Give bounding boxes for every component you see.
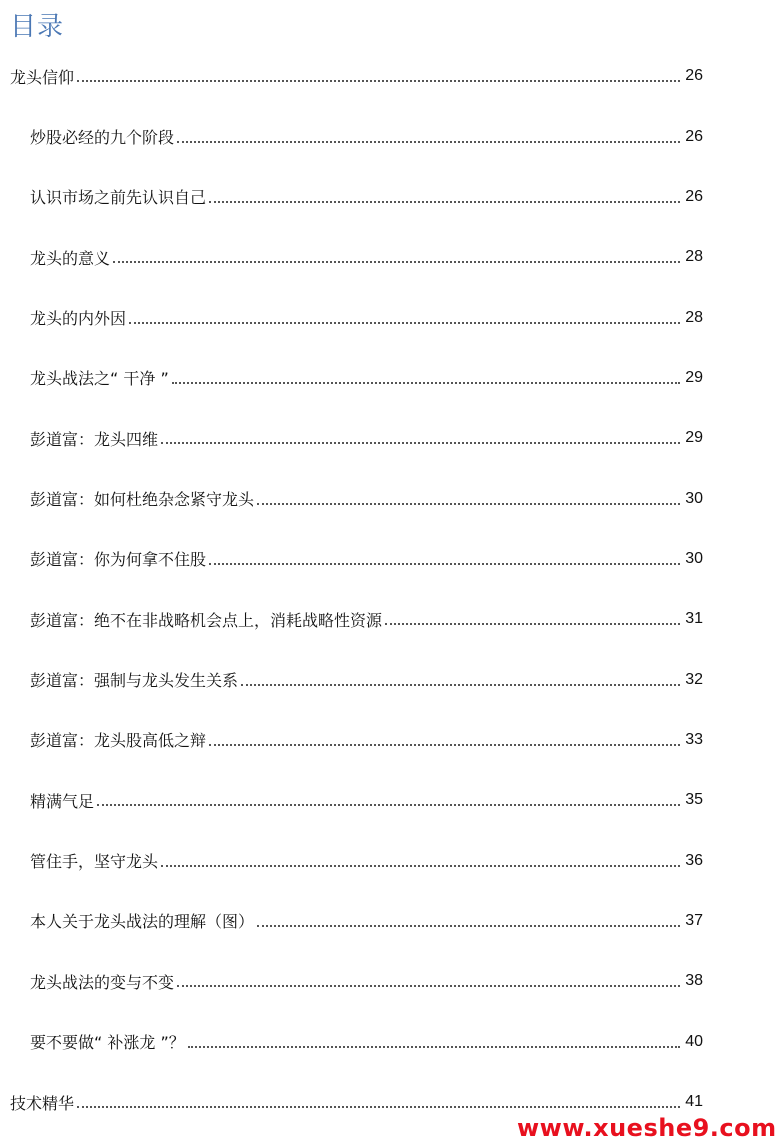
dot-leader <box>77 1106 680 1108</box>
dot-leader <box>129 322 680 324</box>
toc-entry-page[interactable]: 29 <box>685 429 703 447</box>
toc-entry-page[interactable]: 31 <box>685 610 703 628</box>
toc-entry-page[interactable]: 40 <box>685 1032 703 1050</box>
dot-leader <box>161 442 680 444</box>
toc-entry-page[interactable]: 41 <box>685 1093 703 1111</box>
toc-entry[interactable] <box>0 468 703 528</box>
toc-entry-label[interactable]: 彭道富：强制与龙头发生关系 <box>30 671 239 691</box>
toc-entry[interactable] <box>0 227 703 287</box>
toc-entry-page[interactable]: 38 <box>685 972 703 990</box>
toc-entry-page[interactable]: 29 <box>685 368 703 386</box>
dot-leader <box>209 744 680 746</box>
toc-entry-label[interactable]: 管住手，坚守龙头 <box>30 852 159 872</box>
toc-entry-label[interactable]: 彭道富：你为何拿不住股 <box>30 550 207 570</box>
toc-entry-page[interactable]: 35 <box>685 791 703 809</box>
toc-entry[interactable] <box>0 589 703 649</box>
toc-entry-page[interactable]: 26 <box>685 67 703 85</box>
dot-leader <box>161 865 680 867</box>
dot-leader <box>172 382 680 384</box>
toc-entry[interactable] <box>0 891 703 951</box>
watermark: www.xueshe9.com <box>517 1114 777 1142</box>
toc-entry-page[interactable]: 32 <box>685 670 703 688</box>
dot-leader <box>385 623 680 625</box>
toc-entry-page[interactable]: 26 <box>685 187 703 205</box>
dot-leader <box>177 141 680 143</box>
toc-entry-page[interactable]: 30 <box>685 549 703 567</box>
dot-leader <box>77 80 680 82</box>
dot-leader <box>257 925 680 927</box>
dot-leader <box>241 684 680 686</box>
dot-leader <box>209 563 680 565</box>
dot-leader <box>188 1046 680 1048</box>
toc-entry[interactable] <box>0 1012 703 1072</box>
toc-entry[interactable] <box>0 649 703 709</box>
toc-entry-label[interactable]: 炒股必经的九个阶段 <box>30 128 175 148</box>
toc-entry[interactable] <box>0 710 703 770</box>
toc-entry[interactable] <box>0 770 703 830</box>
toc-entry[interactable] <box>0 46 703 106</box>
toc-entry-label[interactable]: 龙头信仰 <box>10 67 75 87</box>
toc-entry-label[interactable]: 龙头的内外因 <box>30 309 127 329</box>
toc-entry-page[interactable]: 26 <box>685 127 703 145</box>
table-of-contents <box>0 46 746 1132</box>
toc-entry-page[interactable]: 28 <box>685 308 703 326</box>
toc-entry-label[interactable]: 彭道富：龙头股高低之辩 <box>30 731 207 751</box>
dot-leader <box>97 804 680 806</box>
toc-entry-page[interactable]: 28 <box>685 248 703 266</box>
toc-entry-page[interactable]: 37 <box>685 911 703 929</box>
toc-entry[interactable] <box>0 348 703 408</box>
toc-entry-label[interactable]: 彭道富：绝不在非战略机会点上，消耗战略性资源 <box>30 610 383 630</box>
dot-leader <box>209 201 680 203</box>
toc-entry[interactable] <box>0 106 703 166</box>
toc-entry[interactable] <box>0 830 703 890</box>
toc-entry-label[interactable]: 要不要做“ 补涨龙 ”？ <box>30 1033 185 1053</box>
toc-entry-label[interactable]: 龙头的意义 <box>30 248 111 268</box>
toc-entry[interactable] <box>0 167 703 227</box>
toc-entry-label[interactable]: 技术精华 <box>10 1093 75 1113</box>
toc-entry[interactable] <box>0 529 703 589</box>
toc-entry-label[interactable]: 精满气足 <box>30 791 95 811</box>
toc-entry-page[interactable]: 36 <box>685 851 703 869</box>
dot-leader <box>257 503 680 505</box>
toc-entry-page[interactable]: 30 <box>685 489 703 507</box>
toc-entry[interactable] <box>0 287 703 347</box>
toc-entry[interactable] <box>0 951 703 1011</box>
toc-entry-label[interactable]: 龙头战法的变与不变 <box>30 972 175 992</box>
toc-entry-page[interactable]: 33 <box>685 730 703 748</box>
toc-entry-label[interactable]: 彭道富：如何杜绝杂念紧守龙头 <box>30 490 255 510</box>
dot-leader <box>113 261 680 263</box>
toc-entry-label[interactable]: 龙头战法之“ 干净 ” <box>30 369 169 389</box>
toc-entry-label[interactable]: 本人关于龙头战法的理解（图） <box>30 912 255 932</box>
toc-entry-label[interactable]: 彭道富：龙头四维 <box>30 429 159 449</box>
dot-leader <box>177 985 680 987</box>
toc-entry-label[interactable]: 认识市场之前先认识自己 <box>30 188 207 208</box>
toc-title: 目录 <box>10 12 65 42</box>
toc-entry[interactable] <box>0 408 703 468</box>
